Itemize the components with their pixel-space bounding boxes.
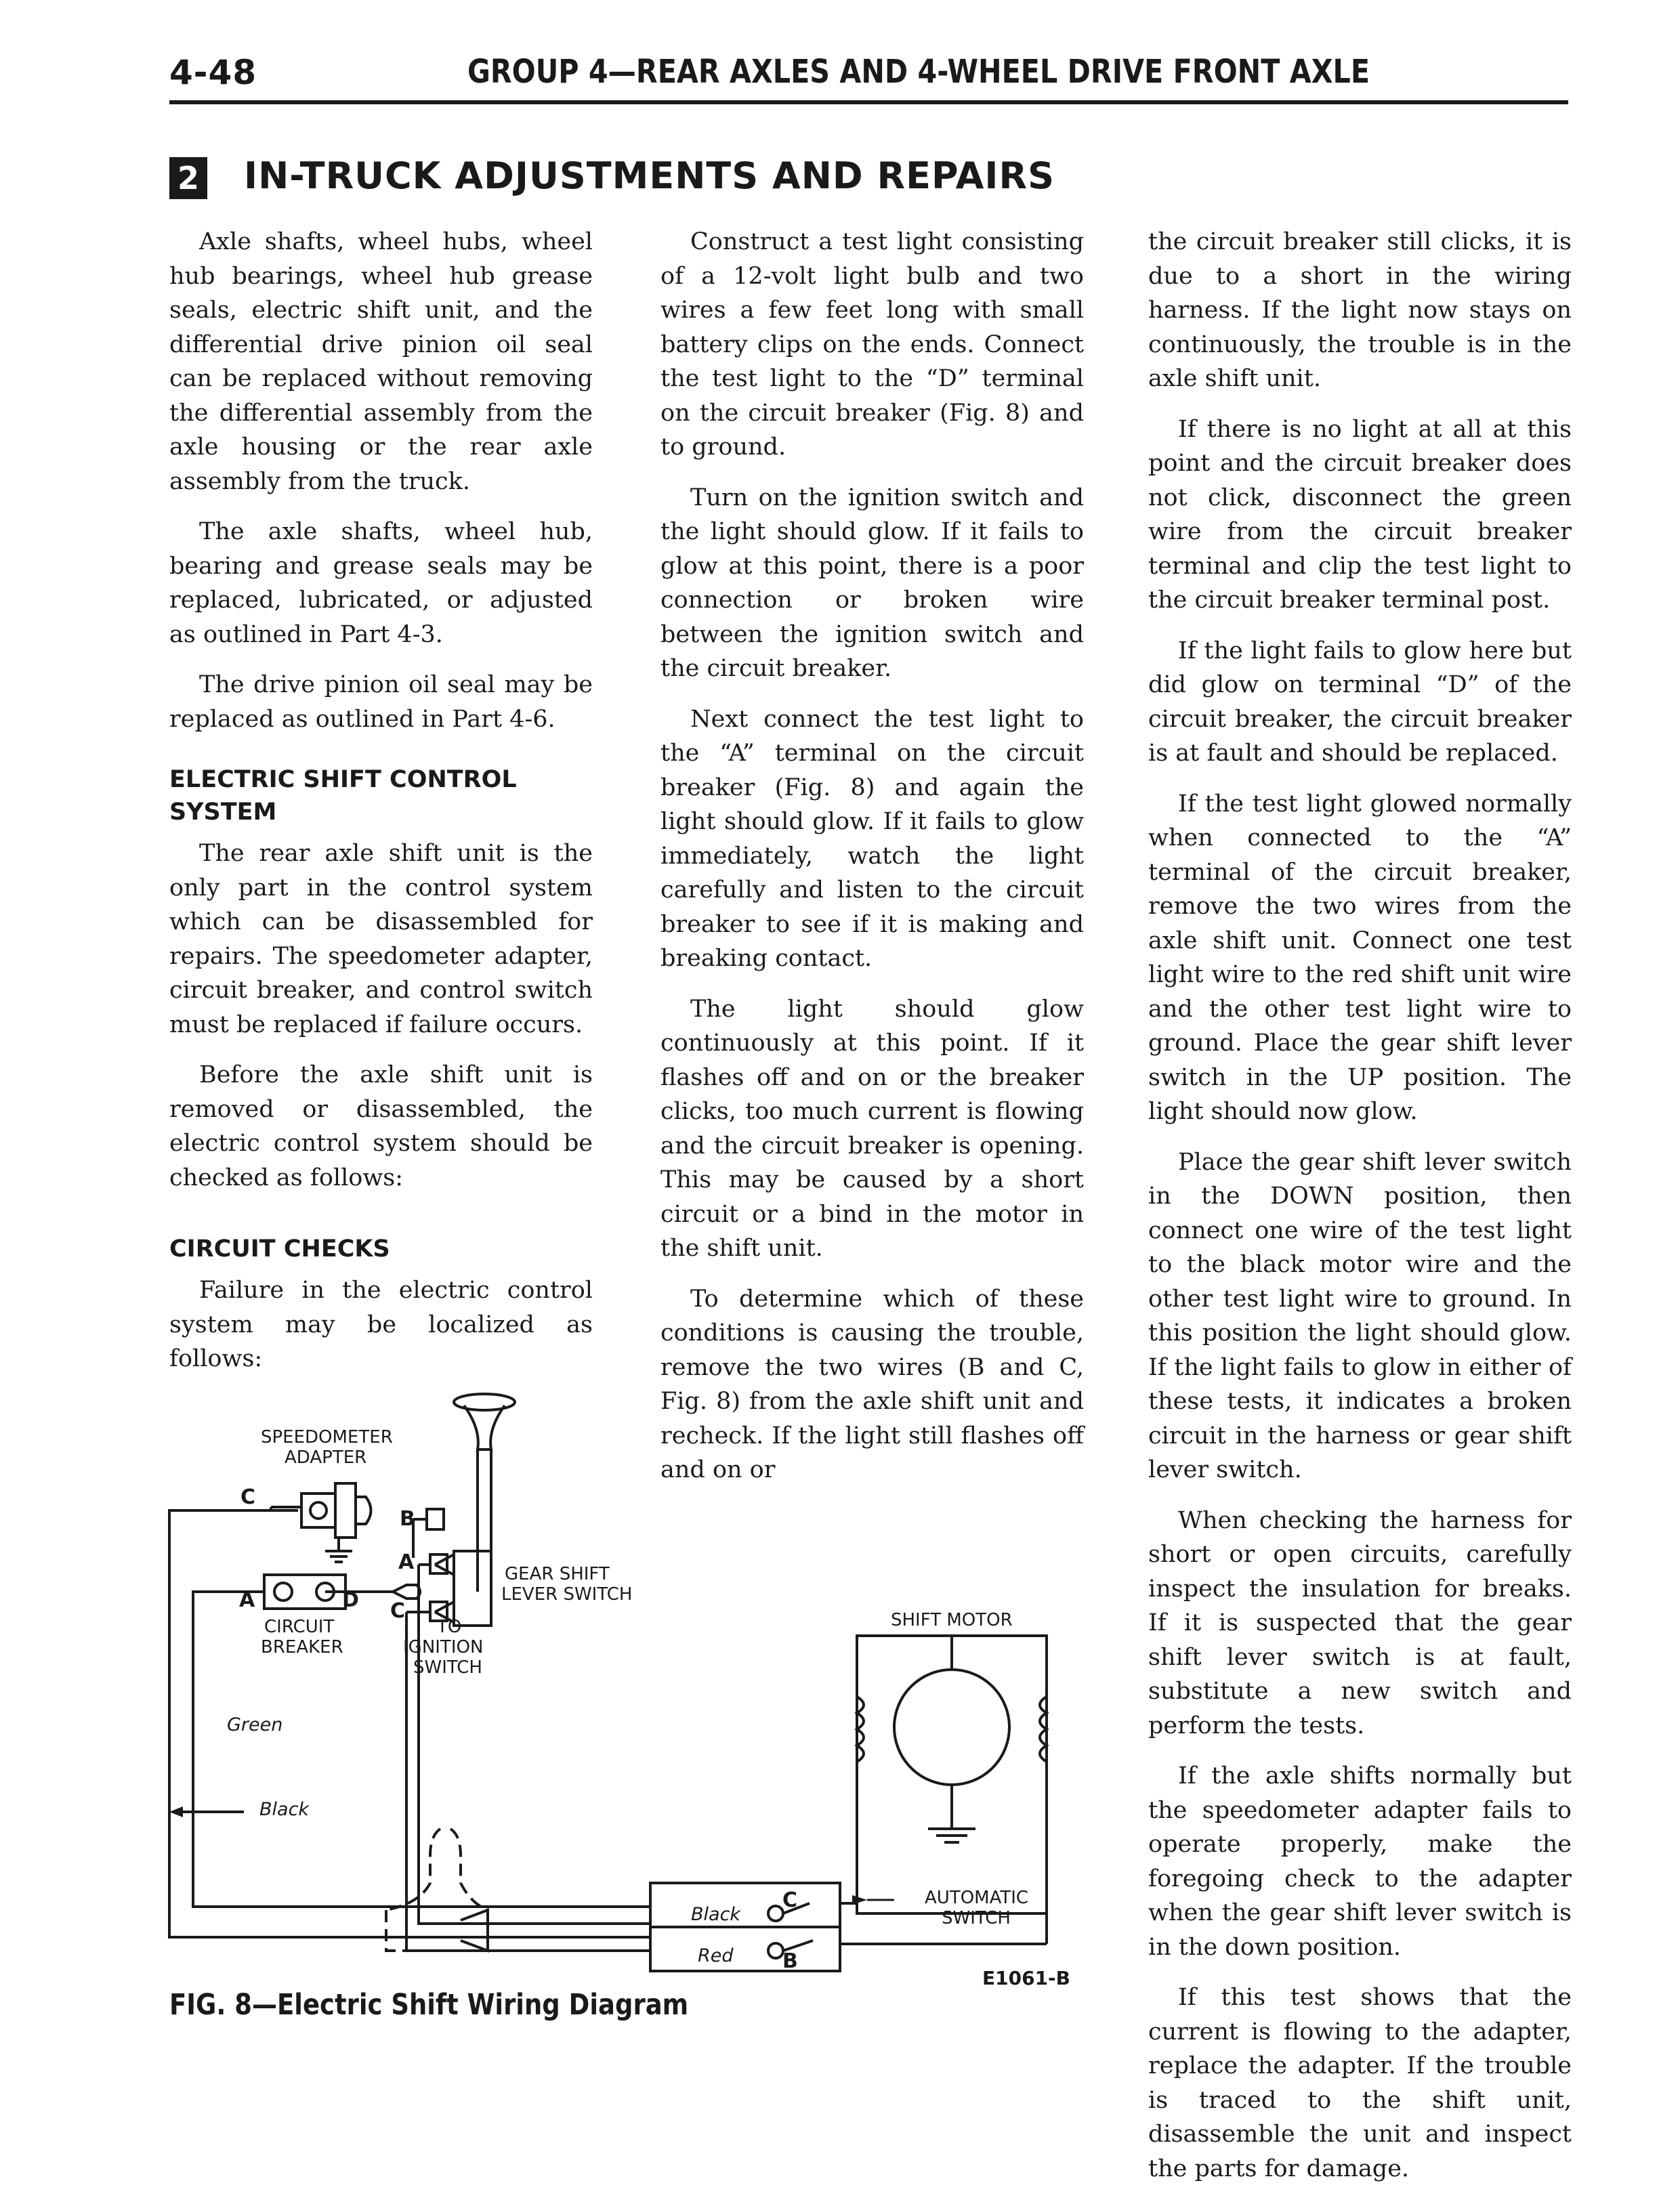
subheading-circuit-checks: CIRCUIT CHECKS: [169, 1235, 390, 1263]
shift-motor-armature: [894, 1670, 1009, 1785]
paragraph: Construct a test light consisting of a 12-volt light bulb and two wires a few feet long with small battery clips on the ends. Connect the test light to the “D” terminal on the circuit breaker (Fig. 8) and to ground.: [660, 228, 1084, 461]
text-column-3: [1148, 225, 1572, 2202]
label-speedometer: SPEEDOMETER: [261, 1427, 393, 1447]
subheading-electric-shift: ELECTRIC SHIFT CONTROL SYSTEM: [169, 766, 517, 826]
label-gear-shift: GEAR SHIFT: [505, 1564, 610, 1584]
label-terminal-d: D: [342, 1588, 359, 1612]
paragraph: The drive pinion oil seal may be replaced as outlined in Part 4-6.: [169, 671, 593, 733]
page-header: [169, 53, 1565, 98]
label-auto-terminal-b: B: [782, 1949, 798, 1973]
label-shift-motor: SHIFT MOTOR: [891, 1610, 1013, 1630]
label-circuit: CIRCUIT: [264, 1617, 335, 1637]
paragraph: Failure in the electric control system may be localized as follows:: [169, 1277, 593, 1372]
harness-loom-right: [450, 1829, 488, 1910]
text-column-1: [169, 225, 593, 1393]
breaker-terminal-a: [274, 1583, 292, 1601]
paragraph: If the axle shifts normally but the speedometer adapter fails to operate properly, make the foregoing check to the adapter when the gear shift lever switch is in the down position.: [1148, 1762, 1572, 1961]
paragraph: The axle shafts, wheel hub, bearing and grease seals may be replaced, lubricated, or adjusted as outlined in Part 4-3.: [169, 518, 593, 648]
label-auto-terminal-c: C: [782, 1888, 798, 1912]
label-breaker: BREAKER: [261, 1637, 343, 1657]
paragraph: When checking the harness for short or open circuits, carefully inspect the insulation for breaks. If it is suspected that the gear shift lever switch is at fault, substitute a new switch and perform the tests.: [1148, 1506, 1572, 1739]
paragraph: If there is no light at all at this point and the circuit breaker does not click, disconnect the green wire from the circuit breaker terminal and clip the test light to the circuit breaker terminal post.: [1148, 415, 1572, 614]
adapter-terminal: [310, 1502, 327, 1519]
label-black-wire-2: Black: [691, 1904, 741, 1925]
label-black-wire: Black: [259, 1799, 310, 1820]
label-to: TO: [437, 1617, 462, 1637]
paragraph: Place the gear shift lever switch in the DOWN position, then connect one wire of the test light to the black motor wire and the other test light wire to ground. In this position the light should glow. If the light fails to glow in either of these tests, it indicates a broken circuit in the harness or gear shift lever switch.: [1148, 1148, 1572, 1483]
label-lever-switch: LEVER SWITCH: [501, 1584, 633, 1605]
label-auto-switch: SWITCH: [942, 1908, 1011, 1928]
label-red-wire: Red: [698, 1945, 734, 1966]
paragraph: Next connect the test light to the “A” terminal on the circuit breaker (Fig. 8) and again the light should glow. If it fails to glow immediately, watch the light carefully and listen to the circuit breaker to see if it is making and breaking contact.: [660, 705, 1084, 972]
section-number-badge: 2: [169, 157, 207, 199]
speedometer-adapter-cap: [356, 1497, 371, 1524]
paragraph: Before the axle shift unit is removed or disassembled, the electric control system should be checked as follows:: [169, 1061, 593, 1191]
label-terminal-c-adapter: C: [240, 1485, 256, 1509]
label-switch-terminal-b: B: [400, 1507, 415, 1531]
harness-loom-left: [386, 1829, 440, 1910]
paragraph: Turn on the ignition switch and the light should glow. If it fails to glow at this point, there is a poor connection or broken wire between the ignition switch and the circuit breaker.: [660, 484, 1084, 682]
paragraph: Axle shafts, wheel hubs, wheel hub bearings, wheel hub grease seals, electric shift unit, and the differential drive pinion oil seal can be replaced without removing the differential assembly from the axle housing or the rear axle assembly from the truck.: [169, 228, 593, 495]
auto-terminal-c: [768, 1906, 783, 1921]
auto-terminal-b: [768, 1943, 783, 1958]
label-adapter: ADAPTER: [285, 1447, 367, 1468]
label-switch-terminal-c: C: [390, 1599, 406, 1623]
paragraph: the circuit breaker still clicks, it is due to a short in the wiring harness. If the light now stays on continuously, the trouble is in the axle shift unit.: [1148, 228, 1572, 392]
ignition-connector: [393, 1585, 420, 1598]
label-terminal-a: A: [239, 1588, 255, 1612]
speedometer-adapter-collar: [335, 1483, 356, 1538]
speedometer-adapter-body: [301, 1494, 335, 1527]
figure-code: E1061-B: [982, 1967, 1071, 1989]
automatic-arrow: [852, 1895, 867, 1905]
label-automatic: AUTOMATIC: [925, 1888, 1029, 1908]
lever-switch-body: [454, 1551, 491, 1626]
paragraph: The rear axle shift unit is the only part in the control system which can be disassembled for repairs. The speedometer adapter, circuit breaker, and control switch must be replaced if failure occurs.: [169, 840, 593, 1038]
figure-caption: FIG. 8—Electric Shift Wiring Diagram: [169, 1988, 689, 2022]
switch-terminal-b-box: [427, 1509, 444, 1529]
page-number: 4-48: [169, 53, 257, 92]
black-wire-arrow: [169, 1806, 183, 1817]
paragraph: If the light fails to glow here but did glow on terminal “D” of the circuit breaker, the circuit breaker is at fault and should be replaced.: [1148, 637, 1572, 767]
label-ignition: IGNITION: [403, 1637, 484, 1657]
header-rule: [169, 100, 1568, 104]
group-title: GROUP 4—REAR AXLES AND 4-WHEEL DRIVE FRONT AXLE: [467, 53, 1370, 91]
label-green-wire: Green: [227, 1714, 283, 1735]
label-switch-terminal-a: A: [398, 1550, 415, 1574]
wiring-diagram: [163, 1368, 1104, 1989]
label-switch: SWITCH: [413, 1657, 482, 1678]
text-column-2: [660, 225, 1084, 1504]
paragraph: To determine which of these conditions is causing the trouble, remove the two wires (B and C, Fig. 8) from the axle shift unit and recheck. If the light still flashes off and on or: [660, 1285, 1084, 1483]
paragraph: If this test shows that the current is flowing to the adapter, replace the adapter. If the trouble is traced to the shift unit, disassemble the unit and inspect the parts for damage.: [1148, 1984, 1572, 2182]
shift-knob: [454, 1394, 515, 1410]
paragraph: If the test light glowed normally when connected to the “A” terminal of the circuit breaker, remove the two wires from the axle shift unit. Connect one test light wire to the red shift unit wire and the other test light wire to ground. Place the gear shift lever switch in the UP position. The light should now glow.: [1148, 790, 1572, 1125]
paragraph: The light should glow continuously at this point. If it flashes off and on or the breaker clicks, too much current is flowing and the circuit breaker is opening. This may be caused by a short circuit or a bind in the motor in the shift unit.: [660, 995, 1084, 1262]
section-title: IN-TRUCK ADJUSTMENTS AND REPAIRS: [244, 154, 1055, 197]
shift-motor-frame: [857, 1636, 1047, 1913]
